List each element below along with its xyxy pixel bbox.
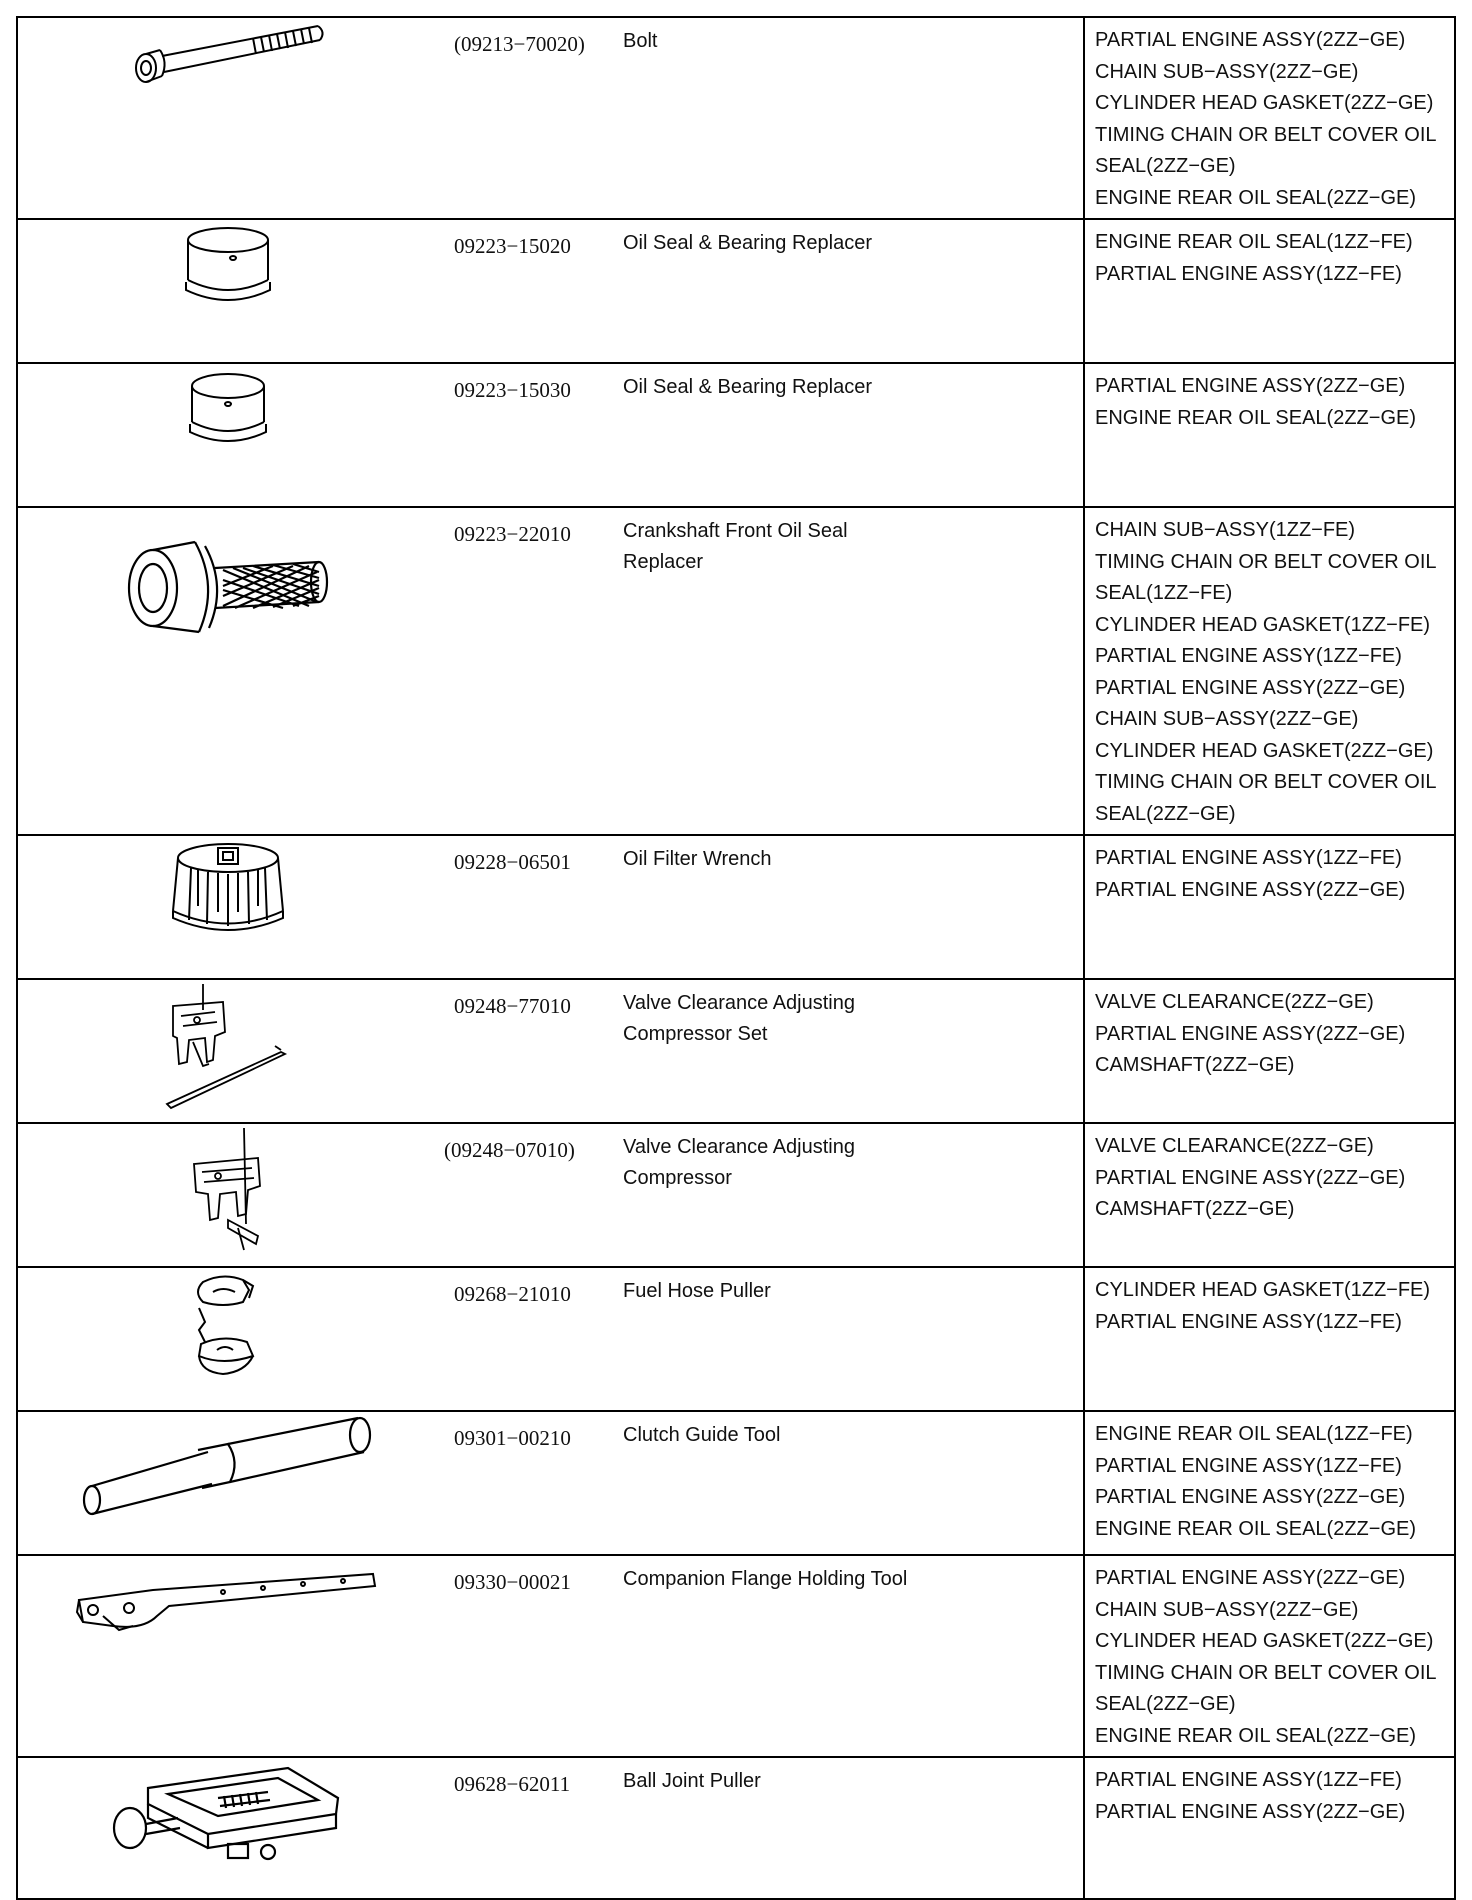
part-number: 09301−00210 — [454, 1426, 571, 1450]
tool-name-cell — [613, 219, 1084, 363]
usage-cell — [1084, 1267, 1455, 1411]
table-row — [17, 219, 1455, 363]
usage-item: PARTIAL ENGINE ASSY(1ZZ−FE) — [1095, 1769, 1402, 1791]
usage-item: ENGINE REAR OIL SEAL(2ZZ−GE) — [1095, 186, 1417, 209]
usage-item: CHAIN SUB−ASSY(1ZZ−FE) — [1095, 519, 1356, 541]
usage-cell — [1084, 979, 1455, 1123]
part-number: (09213−70020) — [454, 32, 585, 56]
valve-compressor-set-icon — [163, 980, 293, 1110]
usage-item: PARTIAL ENGINE ASSY(2ZZ−GE) — [1095, 1486, 1406, 1508]
tool-name-cell — [613, 1123, 1084, 1267]
usage-item: CYLINDER HEAD GASKET(2ZZ−GE) — [1095, 1630, 1434, 1652]
part-number: 09628−62011 — [454, 1772, 571, 1796]
part-number: 09228−06501 — [454, 850, 571, 874]
usage-item: CYLINDER HEAD GASKET(2ZZ−GE) — [1095, 92, 1434, 114]
valve-compressor-icon — [178, 1124, 278, 1254]
table-row — [17, 1757, 1455, 1899]
usage-item: PARTIAL ENGINE ASSY(1ZZ−FE) — [1095, 1310, 1402, 1333]
part-number-cell — [438, 979, 613, 1123]
table-row — [17, 1555, 1455, 1757]
usage-cell — [1084, 1555, 1455, 1757]
tool-name: Oil Seal & Bearing Replacer — [623, 232, 873, 254]
usage-item: PARTIAL ENGINE ASSY(1ZZ−FE) — [1095, 847, 1402, 869]
tool-name-cell — [613, 17, 1084, 219]
tool-illustration-cell — [17, 363, 438, 507]
part-number-cell — [438, 1555, 613, 1757]
tool-name-cell — [613, 1555, 1084, 1757]
usage-item: CHAIN SUB−ASSY(2ZZ−GE) — [1095, 1598, 1359, 1621]
usage-item: TIMING CHAIN OR BELT COVER OIL — [1095, 123, 1437, 146]
part-number: 09330−00021 — [454, 1570, 571, 1594]
part-number-cell — [438, 17, 613, 219]
usage-item: CHAIN SUB−ASSY(2ZZ−GE) — [1095, 60, 1359, 83]
usage-cell — [1084, 219, 1455, 363]
bolt-icon — [128, 18, 328, 88]
table-row — [17, 17, 1455, 219]
usage-item: ENGINE REAR OIL SEAL(1ZZ−FE) — [1095, 231, 1413, 253]
tool-name: Replacer — [623, 551, 704, 573]
table-row — [17, 979, 1455, 1123]
part-number: 09223−15020 — [454, 234, 571, 258]
table-row — [17, 363, 1455, 507]
usage-item: PARTIAL ENGINE ASSY(2ZZ−GE) — [1095, 676, 1406, 699]
usage-item: ENGINE REAR OIL SEAL(2ZZ−GE) — [1095, 406, 1417, 429]
usage-item: CAMSHAFT(2ZZ−GE) — [1095, 1198, 1295, 1220]
usage-item: SEAL(2ZZ−GE) — [1095, 1693, 1236, 1715]
part-number-cell — [438, 363, 613, 507]
usage-cell — [1084, 17, 1455, 219]
tool-illustration-cell — [17, 1411, 438, 1555]
usage-item: SEAL(1ZZ−FE) — [1095, 582, 1233, 604]
tool-name-cell — [613, 1757, 1084, 1899]
tool-name: Valve Clearance Adjusting — [623, 1136, 855, 1158]
usage-item: CYLINDER HEAD GASKET(2ZZ−GE) — [1095, 739, 1434, 762]
tool-name: Companion Flange Holding Tool — [623, 1568, 908, 1590]
usage-cell — [1084, 1411, 1455, 1555]
usage-item: TIMING CHAIN OR BELT COVER OIL — [1095, 550, 1437, 573]
part-number: 09268−21010 — [454, 1282, 571, 1306]
tool-name-cell — [613, 507, 1084, 835]
part-number: 09223−22010 — [454, 522, 571, 546]
part-number-cell — [438, 1267, 613, 1411]
usage-item: ENGINE REAR OIL SEAL(2ZZ−GE) — [1095, 1517, 1417, 1540]
part-number-cell — [438, 1411, 613, 1555]
part-number-cell — [438, 1757, 613, 1899]
tool-illustration-cell — [17, 835, 438, 979]
usage-cell — [1084, 1757, 1455, 1899]
tool-name: Oil Seal & Bearing Replacer — [623, 376, 873, 398]
part-number-cell — [438, 1123, 613, 1267]
part-number: (09248−07010) — [444, 1138, 575, 1162]
tool-name-cell — [613, 1411, 1084, 1555]
tool-name: Fuel Hose Puller — [623, 1280, 771, 1302]
usage-item: SEAL(2ZZ−GE) — [1095, 155, 1236, 177]
usage-item: PARTIAL ENGINE ASSY(2ZZ−GE) — [1095, 878, 1406, 901]
oil-seal-replacer-icon — [183, 364, 273, 454]
usage-item: CAMSHAFT(2ZZ−GE) — [1095, 1054, 1295, 1076]
clutch-guide-tool-icon — [78, 1412, 378, 1522]
tool-name-cell — [613, 363, 1084, 507]
tool-illustration-cell — [17, 507, 438, 835]
usage-item: PARTIAL ENGINE ASSY(1ZZ−FE) — [1095, 262, 1402, 285]
tool-illustration-cell — [17, 17, 438, 219]
usage-item: PARTIAL ENGINE ASSY(2ZZ−GE) — [1095, 1567, 1406, 1589]
usage-item: PARTIAL ENGINE ASSY(2ZZ−GE) — [1095, 375, 1406, 397]
usage-cell — [1084, 363, 1455, 507]
usage-item: PARTIAL ENGINE ASSY(1ZZ−FE) — [1095, 645, 1402, 667]
table-row — [17, 835, 1455, 979]
usage-item: VALVE CLEARANCE(2ZZ−GE) — [1095, 1135, 1374, 1157]
usage-item: PARTIAL ENGINE ASSY(2ZZ−GE) — [1095, 1022, 1406, 1045]
special-service-tools-table — [16, 16, 1456, 1900]
tool-illustration-cell — [17, 219, 438, 363]
crankshaft-seal-replacer-icon — [123, 528, 333, 638]
usage-item: TIMING CHAIN OR BELT COVER OIL — [1095, 771, 1437, 793]
usage-item: PARTIAL ENGINE ASSY(2ZZ−GE) — [1095, 1800, 1406, 1823]
flange-holding-tool-icon — [73, 1556, 383, 1646]
table-row — [17, 507, 1455, 835]
usage-item: CYLINDER HEAD GASKET(1ZZ−FE) — [1095, 1279, 1431, 1301]
usage-item: TIMING CHAIN OR BELT COVER OIL — [1095, 1661, 1437, 1684]
part-number: 09248−77010 — [454, 994, 571, 1018]
tool-name: Compressor — [623, 1167, 732, 1189]
table-row — [17, 1123, 1455, 1267]
tool-name-cell — [613, 979, 1084, 1123]
tool-name: Oil Filter Wrench — [623, 848, 772, 870]
usage-item: ENGINE REAR OIL SEAL(1ZZ−FE) — [1095, 1423, 1413, 1445]
tool-name: Valve Clearance Adjusting — [623, 992, 855, 1014]
table-row — [17, 1267, 1455, 1411]
usage-item: CYLINDER HEAD GASKET(1ZZ−FE) — [1095, 613, 1431, 636]
part-number-cell — [438, 219, 613, 363]
part-number-cell — [438, 835, 613, 979]
ball-joint-puller-icon — [108, 1758, 348, 1868]
usage-cell — [1084, 835, 1455, 979]
tool-illustration-cell — [17, 1757, 438, 1899]
tool-illustration-cell — [17, 1123, 438, 1267]
tool-name: Ball Joint Puller — [623, 1770, 761, 1792]
usage-item: SEAL(2ZZ−GE) — [1095, 802, 1236, 825]
usage-cell — [1084, 507, 1455, 835]
oil-seal-replacer-icon — [178, 220, 278, 310]
tool-illustration-cell — [17, 1267, 438, 1411]
tool-name: Compressor Set — [623, 1023, 768, 1045]
table-row — [17, 1411, 1455, 1555]
part-number: 09223−15030 — [454, 378, 571, 402]
tool-name: Bolt — [623, 30, 658, 52]
usage-item: PARTIAL ENGINE ASSY(2ZZ−GE) — [1095, 29, 1406, 51]
tool-illustration-cell — [17, 1555, 438, 1757]
tool-illustration-cell — [17, 979, 438, 1123]
usage-item: CHAIN SUB−ASSY(2ZZ−GE) — [1095, 708, 1359, 730]
usage-item: PARTIAL ENGINE ASSY(2ZZ−GE) — [1095, 1166, 1406, 1189]
usage-item: PARTIAL ENGINE ASSY(1ZZ−FE) — [1095, 1454, 1402, 1477]
tool-name: Clutch Guide Tool — [623, 1424, 781, 1446]
part-number-cell — [438, 507, 613, 835]
fuel-hose-puller-icon — [183, 1268, 273, 1378]
oil-filter-wrench-icon — [163, 836, 293, 936]
tool-name-cell — [613, 835, 1084, 979]
usage-cell — [1084, 1123, 1455, 1267]
tool-name: Crankshaft Front Oil Seal — [623, 520, 848, 542]
usage-item: ENGINE REAR OIL SEAL(2ZZ−GE) — [1095, 1724, 1417, 1747]
tool-name-cell — [613, 1267, 1084, 1411]
usage-item: VALVE CLEARANCE(2ZZ−GE) — [1095, 991, 1374, 1013]
